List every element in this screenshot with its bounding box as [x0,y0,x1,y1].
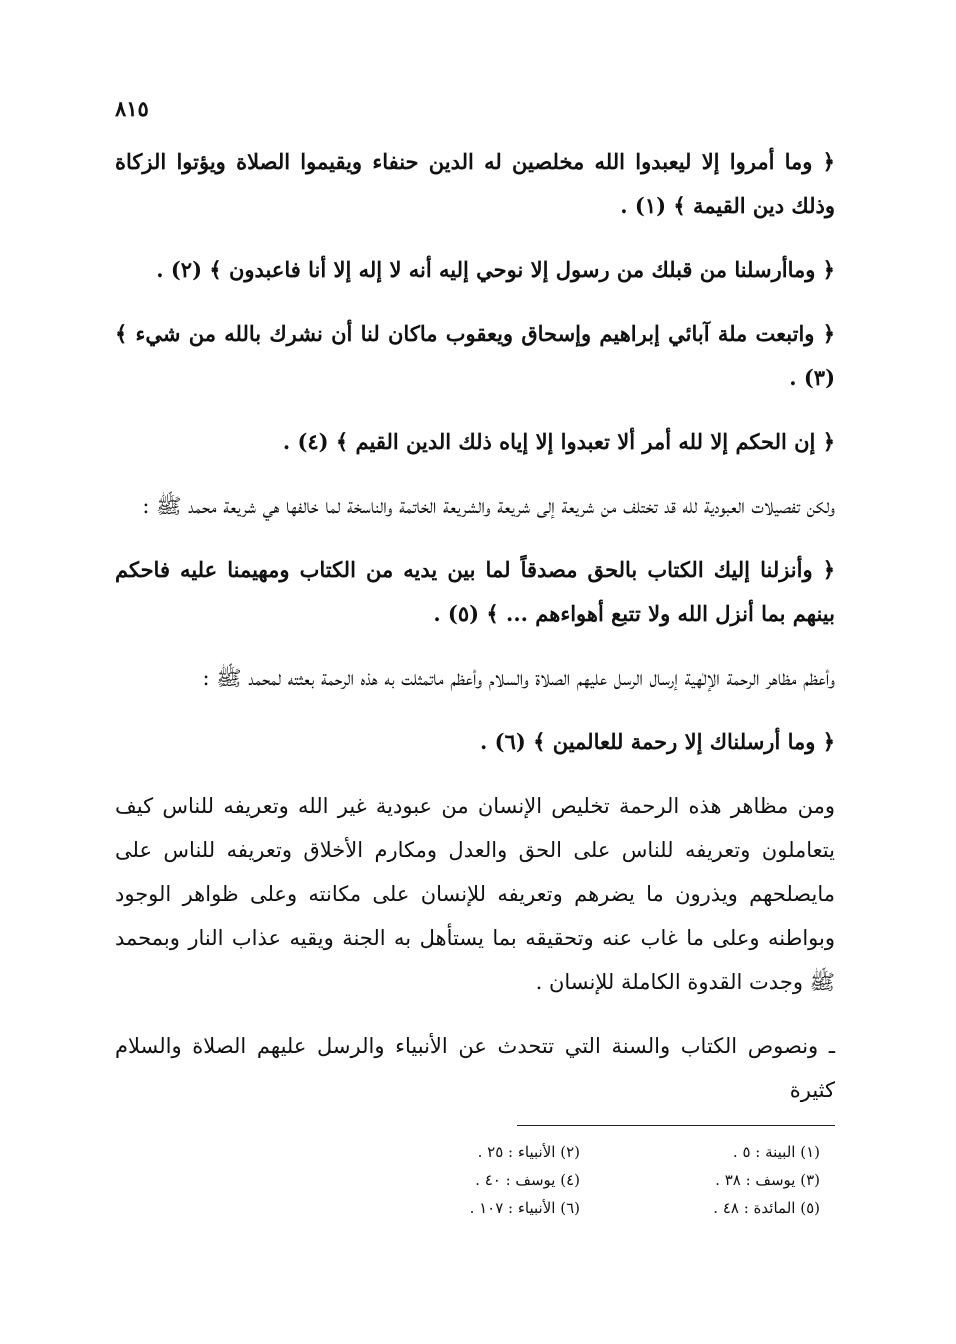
quran-verse: ﴿ وما أمروا إلا ليعبدوا الله مخلصين له الدين حنفاء ويقيموا الصلاة ويؤتوا الزكاة وذلك دين القيمة ﴾ (١) . [115,149,835,218]
footnotes [340,1140,820,1220]
footnote: (٥) المائدة : ٤٨ . [713,1199,820,1217]
prose-paragraph: ـ ونصوص الكتاب والسنة التي تتحدث عن الأنبياء والرسل عليهم الصلاة والسلام كثيرة [115,1034,835,1102]
quran-verse: ﴿ وأنزلنا إليك الكتاب بالحق مصدقاً لما بين يديه من الكتاب ومهيمنا عليه فاحكم بينهم بما أنزل الله ولا تتبع أهواءهم ... ﴾ (٥) . [115,557,835,626]
footnote: (٣) يوسف : ٣٨ . [715,1171,820,1189]
footnote: (٦) الأنبياء : ١٠٧ . [469,1199,580,1217]
prose-paragraph: ولكن تفصيلات العبودية لله قد تختلف من شريعة إلى شريعة والشريعة الخاتمة والناسخة لما خالفها هي شريعة محمد ﷺ : [142,494,835,518]
footnote: (٤) يوسف : ٤٠ . [475,1171,580,1189]
prose-paragraph: وأعظم مظاهر الرحمة الإلٰهية إرسال الرسل عليهم الصلاة والسلام وأعظم ماتمثلت به هذه الرحمة بعثته لمحمد ﷺ : [202,666,835,690]
quran-verse: ﴿ وماأرسلنا من قبلك من رسول إلا نوحي إليه أنه لا إله إلا أنا فاعبدون ﴾ (٢) . [156,257,835,282]
page-number: ٨١٥ [115,96,149,121]
quran-verse: ﴿ إن الحكم إلا لله أمر ألا تعبدوا إلا إياه ذلك الدين القيم ﴾ (٤) . [282,429,835,454]
footnote-divider [517,1125,835,1126]
body-text [115,140,835,1132]
footnote: (٢) الأنبياء : ٢٥ . [477,1143,580,1161]
quran-verse: ﴿ واتبعت ملة آبائي إبراهيم وإسحاق ويعقوب ماكان لنا أن نشرك بالله من شيء ﴾ (٣) . [115,321,835,390]
prose-paragraph: ومن مظاهر هذه الرحمة تخليص الإنسان من عبودية غير الله وتعريفه للناس كيف يتعاملون وتعريفه للناس على الحق والعدل ومكارم الأخلاق وتعريفه للناس على مايصلحهم ويذرون ما يضرهم وتعريفه للإنسان على مكانته وعلى ظواهر الوجود وبواطنه وعلى ما غاب عنه وتحقيقه بما يستأهل به الجنة ويقيه عذاب النار وبمحمد ﷺ وجدت القدوة الكاملة للإنسان . [115,794,835,994]
footnote: (١) البينة : ٥ . [732,1143,820,1161]
quran-verse: ﴿ وما أرسلناك إلا رحمة للعالمين ﴾ (٦) . [480,729,835,754]
